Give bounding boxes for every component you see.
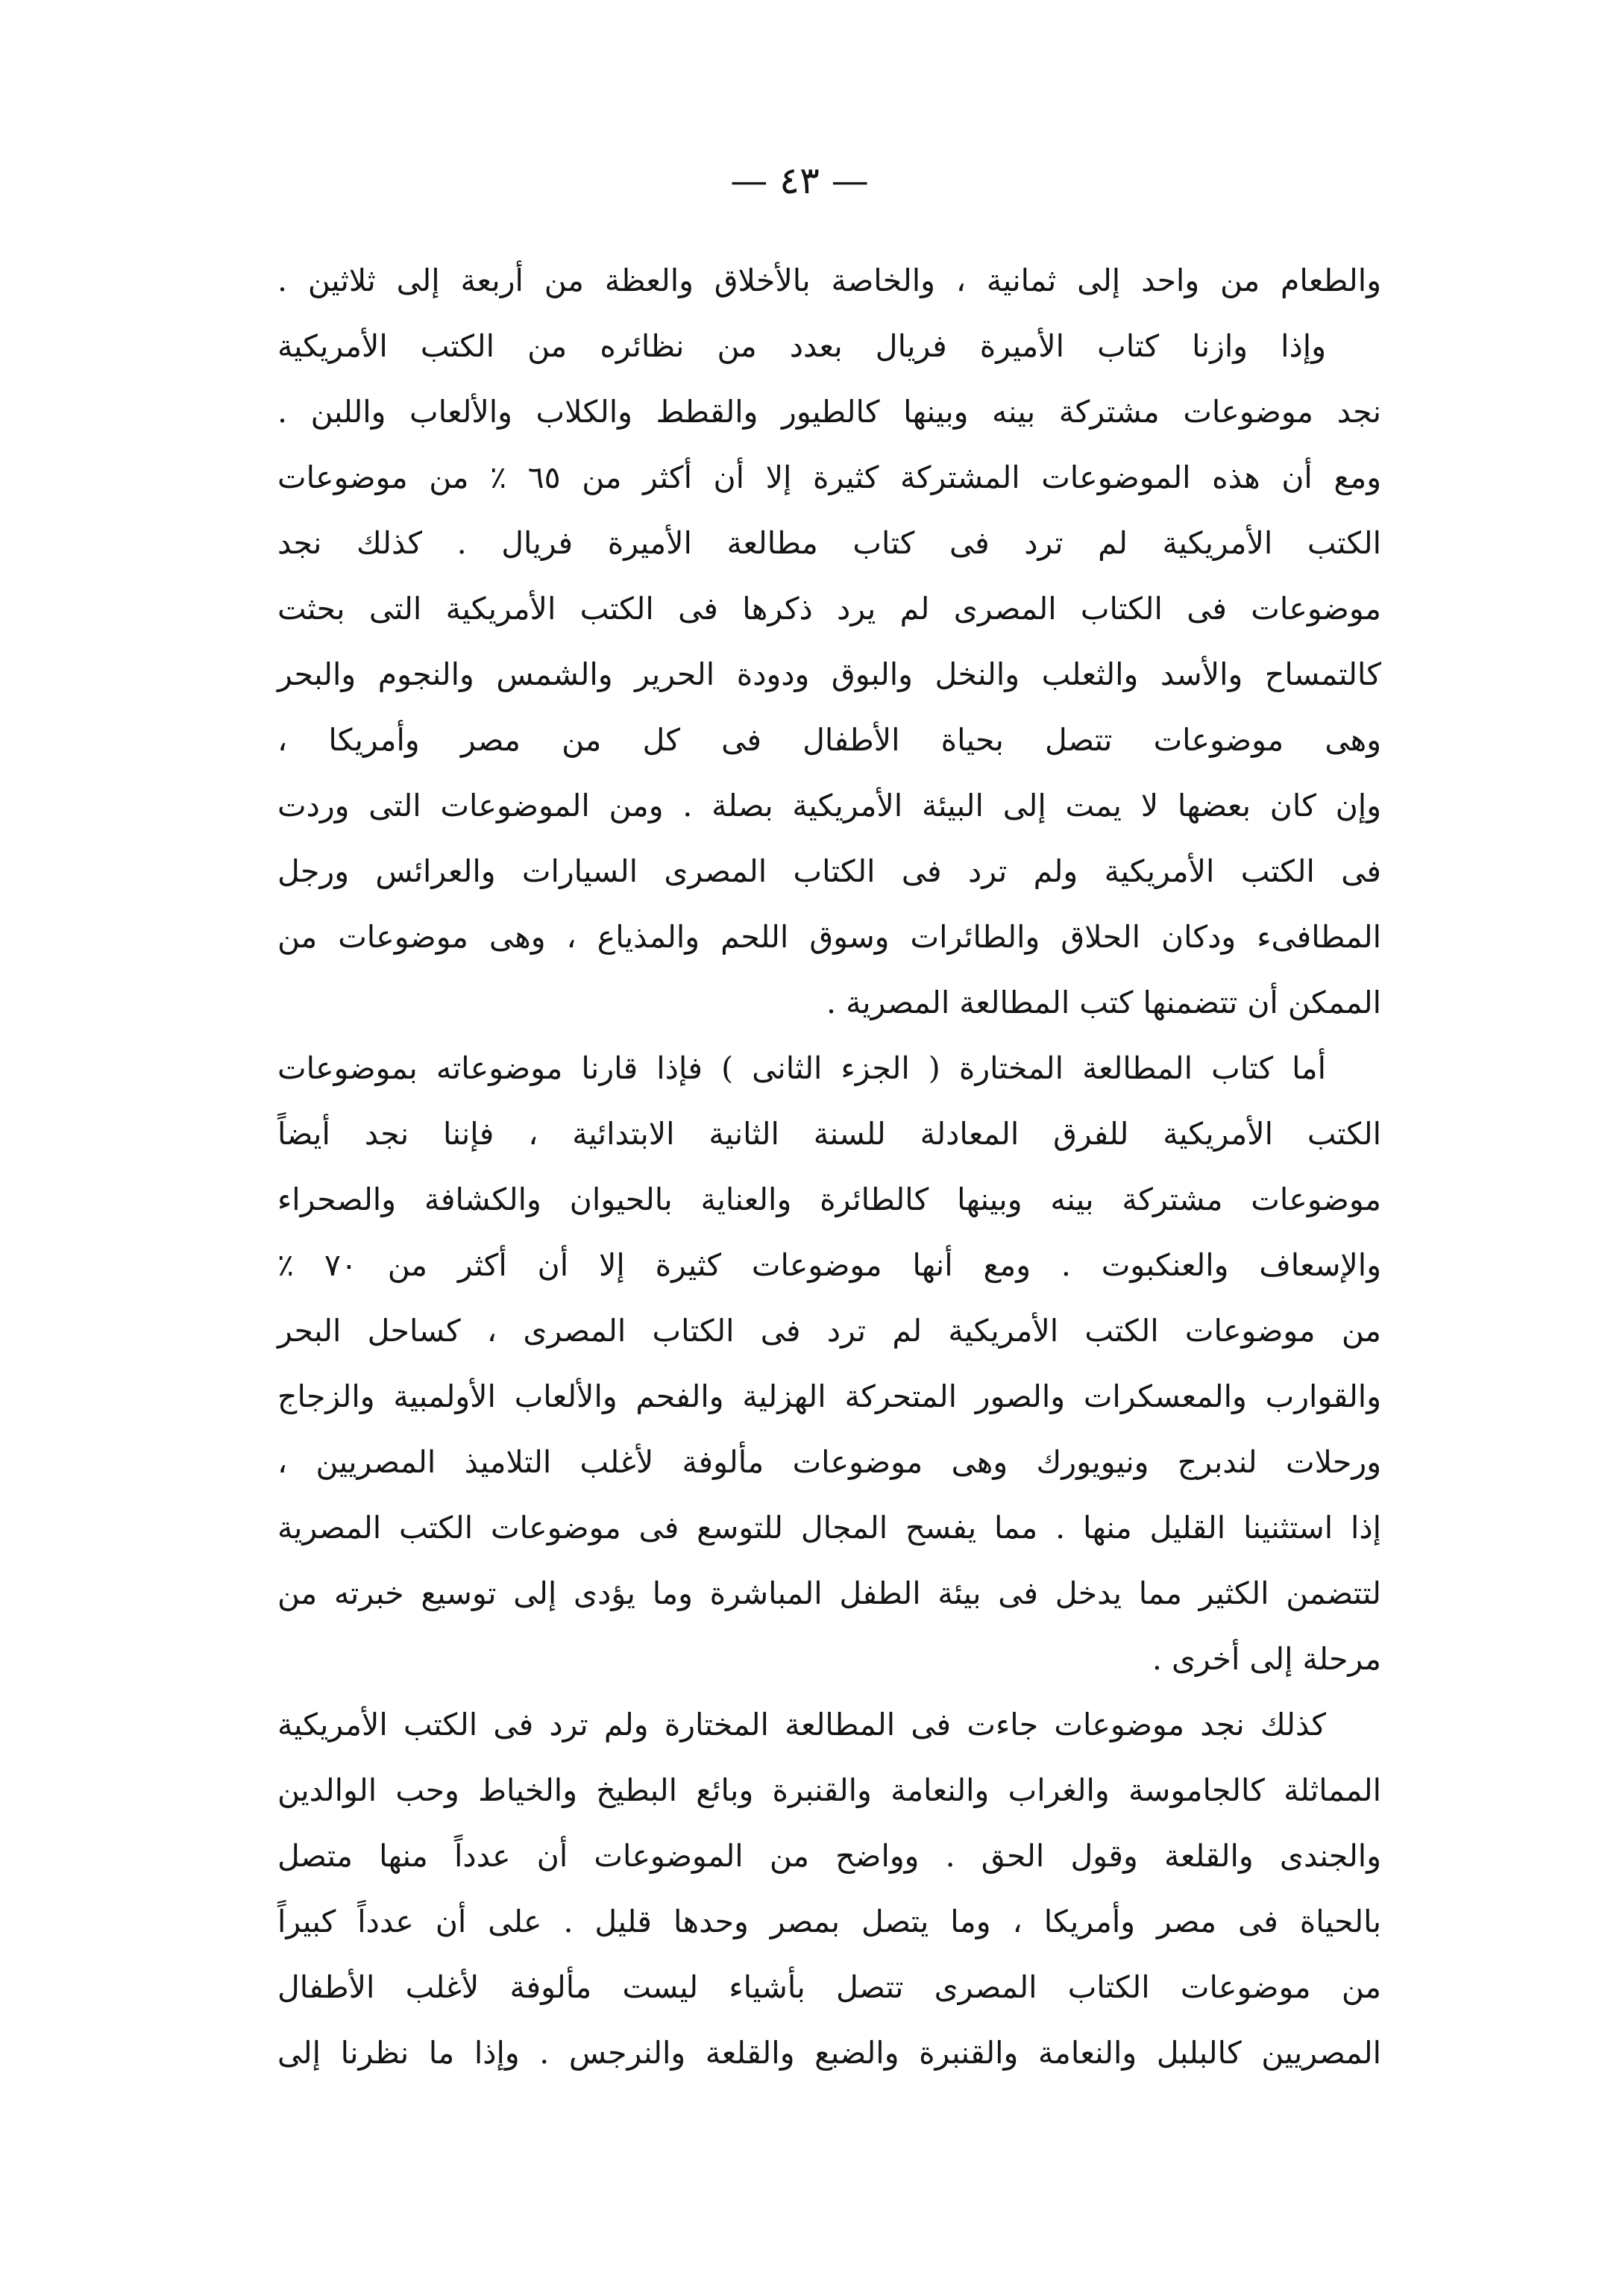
text-line: كالتمساح والأسد والثعلب والنخل والبوق ودودة الحرير والشمس والنجوم والبحر — [277, 656, 1381, 692]
text-line: لتتضمن الكثير مما يدخل فى بيئة الطفل المباشرة وما يؤدى إلى توسيع خبرته من — [277, 1575, 1381, 1611]
text-line: ومع أن هذه الموضوعات المشتركة كثيرة إلا أن أكثر من ٦٥ ٪ من موضوعات — [277, 459, 1381, 495]
text-line: موضوعات مشتركة بينه وبينها كالطائرة والعناية بالحيوان والكشافة والصحراء — [277, 1182, 1381, 1217]
text-line: وإن كان بعضها لا يمت إلى البيئة الأمريكية بصلة . ومن الموضوعات التى وردت — [277, 788, 1381, 824]
text-line: من موضوعات الكتب الأمريكية لم ترد فى الكتاب المصرى ، كساحل البحر — [277, 1313, 1381, 1349]
text-line: الممكن أن تتضمنها كتب المطالعة المصرية . — [826, 985, 1381, 1020]
text-line: من موضوعات الكتاب المصرى تتصل بأشياء ليست مألوفة لأغلب الأطفال — [277, 1969, 1381, 2005]
text-line: فى الكتب الأمريكية ولم ترد فى الكتاب المصرى السيارات والعرائس ورجل — [277, 853, 1381, 889]
text-line: موضوعات فى الكتاب المصرى لم يرد ذكرها فى الكتب الأمريكية التى بحثت — [277, 591, 1381, 627]
text-line: وإذا وازنا كتاب الأميرة فريال بعدد من نظائره من الكتب الأمريكية — [277, 328, 1326, 364]
text-line: والقوارب والمعسكرات والصور المتحركة الهزلية والفحم والألعاب الأولمبية والزجاج — [277, 1378, 1381, 1414]
text-line: الكتب الأمريكية للفرق المعادلة للسنة الثانية الابتدائية ، فإننا نجد أيضاً — [277, 1116, 1381, 1152]
text-line: المماثلة كالجاموسة والغراب والنعامة والقنبرة وبائع البطيخ والخياط وحب الوالدين — [277, 1772, 1381, 1808]
text-line: الكتب الأمريكية لم ترد فى كتاب مطالعة الأميرة فريال . كذلك نجد — [277, 525, 1381, 561]
text-line: والإسعاف والعنكبوت . ومع أنها موضوعات كثيرة إلا أن أكثر من ٧٠ ٪ — [277, 1247, 1381, 1283]
text-line: والجندى والقلعة وقول الحق . وواضح من الموضوعات أن عدداً منها متصل — [277, 1838, 1381, 1874]
text-line: نجد موضوعات مشتركة بينه وبينها كالطيور والقطط والكلاب والألعاب واللبن . — [277, 394, 1381, 430]
text-line: المطافىء ودكان الحلاق والطائرات وسوق اللحم والمذياع ، وهى موضوعات من — [277, 919, 1381, 955]
page-number: — ٤٣ — — [730, 159, 869, 202]
text-line: كذلك نجد موضوعات جاءت فى المطالعة المختارة ولم ترد فى الكتب الأمريكية — [277, 1707, 1326, 1743]
text-line: ورحلات لندبرج ونيويورك وهى موضوعات مألوفة لأغلب التلاميذ المصريين ، — [277, 1444, 1381, 1480]
text-line: أما كتاب المطالعة المختارة ( الجزء الثانى ) فإذا قارنا موضوعاته بموضوعات — [277, 1050, 1326, 1086]
body-text — [277, 248, 1381, 2086]
text-line: المصريين كالبلبل والنعامة والقنبرة والضبع والقلعة والنرجس . وإذا ما نظرنا إلى — [277, 2035, 1381, 2071]
text-line: وهى موضوعات تتصل بحياة الأطفال فى كل من مصر وأمريكا ، — [277, 722, 1381, 758]
text-line: والطعام من واحد إلى ثمانية ، والخاصة بالأخلاق والعظة من أربعة إلى ثلاثين . — [277, 263, 1381, 298]
text-line: مرحلة إلى أخرى . — [1152, 1641, 1381, 1677]
text-line: إذا استثنينا القليل منها . مما يفسح المجال للتوسع فى موضوعات الكتب المصرية — [277, 1510, 1381, 1546]
text-line: بالحياة فى مصر وأمريكا ، وما يتصل بمصر وحدها قليل . على أن عدداً كبيراً — [277, 1904, 1381, 1939]
